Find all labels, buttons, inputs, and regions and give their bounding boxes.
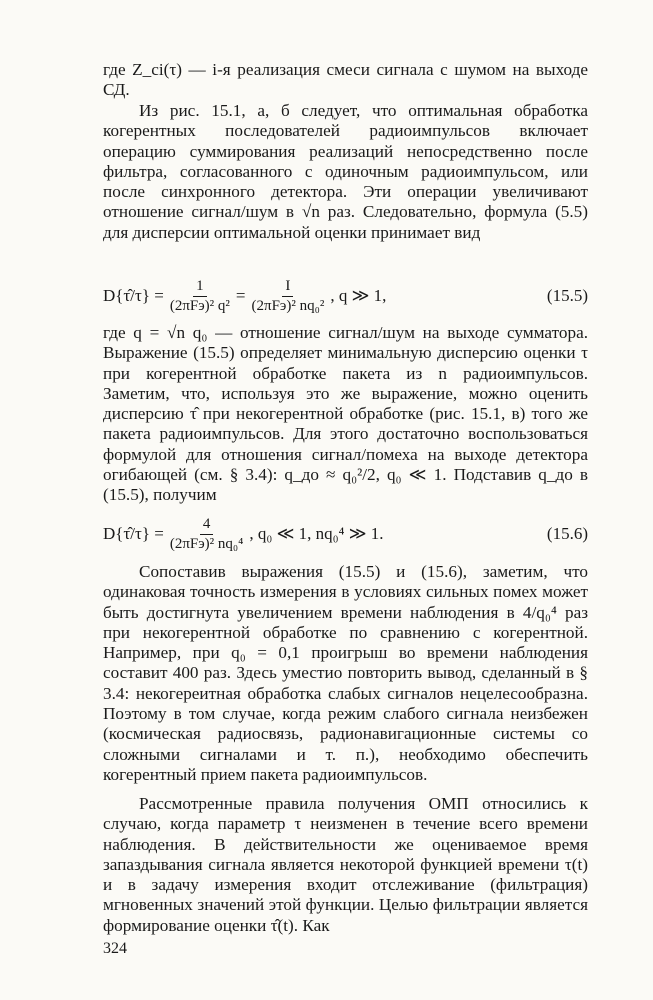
eq1-fraction-1 [167,278,233,315]
paragraph-coherent-processing: Из рис. 15.1, а, б следует, что оптимальная обработка когерентных последователей радиоимпульсов включает операцию суммирования реализаций непосредственно после фильтра, согласованного с одиночным радиоимпульсом, или после синхронного детектора. Эти операции увеличивают отношение сигнал/шум в √n раз. Следовательно, формула (5.5) для дисперсии оптимальной оценки принимает вид [103,101,588,242]
equation-number-15-5: (15.5) [546,286,588,305]
eq1-equals: = [235,286,246,305]
paragraph-omp-rules: Рассмотренные правила получения ОМП относились к случаю, когда параметр τ неизменен в течение всего времени наблюдения. В действительности же оцениваемое время запаздывания сигнала является некоторой функцией времени τ(t) и в задачу измерения входит отслеживание (фильтрация) мгновенных значений этой функции. Целью фильтрации является формирование оценки τ̂(t). Как [103,794,588,935]
eq1-f2-numerator: I [282,278,293,297]
eq1-fraction-2 [249,278,328,315]
eq1-lhs: D{τ̂/τ} = [103,286,164,305]
paragraph-comparison: Сопоставив выражения (15.5) и (15.6), заметим, что одинаковая точность измерения в условиях сильных помех может быть достигнута увеличением времени наблюдения в 4/q₀⁴ раз при некогерентной обработке по сравнению с когерентной. Например, при q₀ = 0,1 проигрыш во времени наблюдения составит 400 раз. Здесь уместио повторить вывод, сделанный в § 3.4: некогереитная обработка слабых сигналов нецелесообразна. Поэтому в том случае, когда режим слабого сигнала неизбежен (космическая радиосвязь, радионавигационные системы со сложными сигналами и т. п.), необходимо обеспечить когерентный прием пакета радиоимпульсов. [103,562,588,784]
paragraph-noncoherent-estimate: где q = √n q₀ — отношение сигнал/шум на выходе сумматора. Выражение (15.5) определяет минимальную дисперсию оценки τ при когерентной обработке пакета из n радиоимпульсов. Заметим, что, используя это же выражение, можно оценить дисперсию τ̂ при некогерентной обработке (рис. 15.1, в) того же пакета радиоимпульсов. Для этого достаточно воспользоваться формулой для отношения сигнал/помеха на выходе детектора огибающей (см. § 3.4): q_до ≈ q₀²/2, q₀ ≪ 1. Подставив q_до в (15.5), получим [103,323,588,505]
eq2-condition: , q₀ ≪ 1, nq₀⁴ ≫ 1. [249,524,384,543]
equation-15-6 [103,510,588,558]
paragraph-intro: где Z_ci(τ) — i-я реализация смеси сигнала с шумом на выходе СД. [103,60,588,100]
equation-number-15-6: (15.6) [546,524,588,543]
eq2-lhs: D{τ̂/τ} = [103,524,164,543]
eq1-f2-denominator: (2πFэ)² nq₀² [251,297,325,314]
eq1-condition: , q ≫ 1, [330,286,387,305]
page-number: 324 [103,940,127,957]
eq1-f1-denominator: (2πFэ)² q² [169,297,230,314]
equation-15-5 [103,272,588,320]
eq2-numerator: 4 [200,516,214,535]
eq1-f1-numerator: 1 [193,278,207,297]
eq2-fraction [167,516,247,553]
eq2-denominator: (2πFэ)² nq₀⁴ [169,535,244,552]
